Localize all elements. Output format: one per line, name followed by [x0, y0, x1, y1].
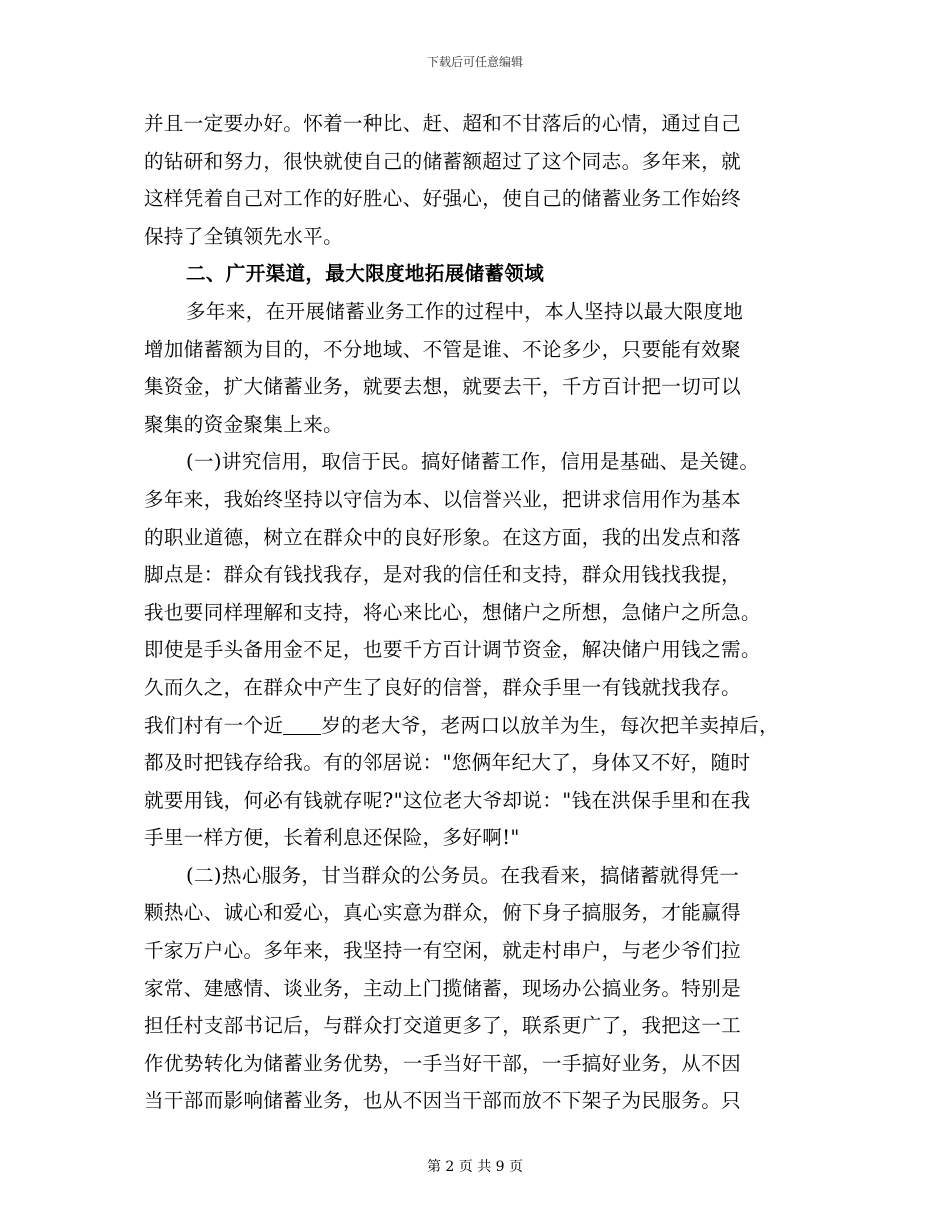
text-line: 脚点是：群众有钱找我存，是对我的信任和支持，群众用钱找我提，: [144, 563, 742, 587]
text-line: 的职业道德，树立在群众中的良好形象。在这方面，我的出发点和落: [144, 525, 742, 549]
text-line: (一)讲究信用，取信于民。搞好储蓄工作，信用是基础、是关键。: [186, 450, 760, 474]
text-line: 保持了全镇领先水平。: [144, 224, 344, 248]
text-line: 担任村支部书记后，与群众打交道更多了，联系更广了，我把这一工: [144, 1014, 742, 1038]
text-line: 当干部而影响储蓄业务，也从不因当干部而放不下架子为民服务。只: [144, 1089, 742, 1113]
text-line: 多年来，我始终坚持以守信为本、以信誉兴业，把讲求信用作为基本: [144, 487, 742, 511]
document-body: [144, 105, 814, 1120]
text-line: 集资金，扩大储蓄业务，就要去想，就要去干，千方百计把一切可以: [144, 375, 742, 399]
text-line: (二)热心服务，甘当群众的公务员。在我看来，搞储蓄就得凭一: [186, 863, 740, 887]
text-segment: 岁的老大爷，老两口以放羊为生，每次把羊卖掉后，: [321, 713, 780, 737]
section-heading: 二、广开渠道，最大限度地拓展储蓄领域: [186, 262, 545, 286]
text-line: 就要用钱，何必有钱就存呢?"这位老大爷却说："钱在洪保手里和在我: [144, 788, 751, 812]
text-line: 的钻研和努力，很快就使自己的储蓄额超过了这个同志。多年来，就: [144, 149, 742, 173]
text-line: 千家万户心。多年来，我坚持一有空闲，就走村串户，与老少爷们拉: [144, 939, 742, 963]
page-header-note: 下载后可任意编辑: [426, 55, 523, 69]
page-number: 第 2 页 共 9 页: [426, 1159, 524, 1175]
text-line: 这样凭着自己对工作的好胜心、好强心，使自己的储蓄业务工作始终: [144, 187, 742, 211]
text-line: 并且一定要办好。怀着一种比、赶、超和不甘落后的心情，通过自己: [144, 112, 742, 135]
text-line: 家常、建感情、谈业务，主动上门揽储蓄，现场办公搞业务。特别是: [144, 976, 742, 1000]
text-line-with-blank: [144, 707, 814, 745]
text-line: 增加储蓄额为目的，不分地域、不管是谁、不论多少，只要能有效聚: [144, 337, 742, 361]
text-line: 久而久之，在群众中产生了良好的信誉，群众手里一有钱就找我存。: [144, 675, 742, 699]
text-line: 我也要同样理解和支持，将心来比心，想储户之所想，急储户之所急。: [144, 600, 761, 624]
text-line: 即使是手头备用金不足，也要千方百计调节资金，解决储户用钱之需。: [144, 638, 761, 662]
text-line: 多年来，在开展储蓄业务工作的过程中，本人坚持以最大限度地: [186, 299, 744, 323]
text-segment: 我们村有一个近: [144, 713, 284, 737]
fill-in-blank: [283, 714, 321, 735]
text-line: 颗热心、诚心和爱心，真心实意为群众，俯下身子搞服务，才能赢得: [144, 901, 742, 925]
text-line: 手里一样方便，长着利息还保险，多好啊!": [144, 826, 520, 850]
text-line: 作优势转化为储蓄业务优势，一手当好干部，一手搞好业务，从不因: [144, 1051, 742, 1075]
text-line: 聚集的资金聚集上来。: [144, 412, 344, 436]
text-line: 都及时把钱存给我。有的邻居说："您俩年纪大了，身体又不好，随时: [144, 751, 751, 775]
